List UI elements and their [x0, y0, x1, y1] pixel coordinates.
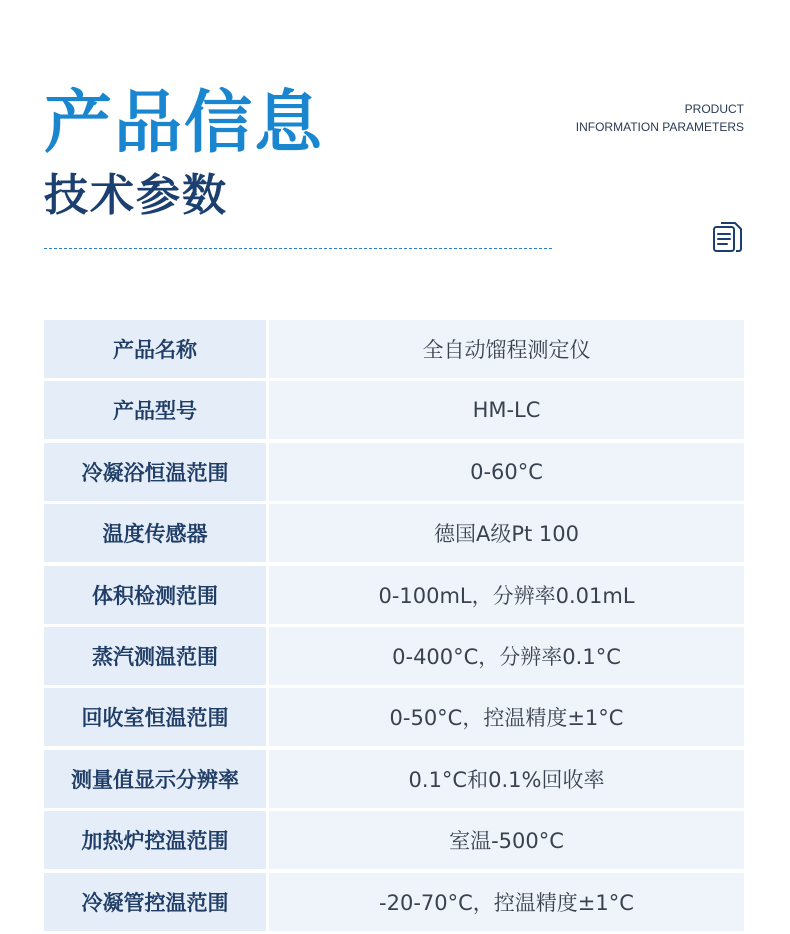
spec-label: 体积检测范围	[44, 566, 266, 624]
spec-value: -20-70°C，控温精度±1°C	[269, 873, 744, 931]
english-caption-line2: INFORMATION PARAMETERS	[575, 120, 744, 134]
spec-label: 回收室恒温范围	[44, 688, 266, 746]
spec-row	[44, 443, 744, 501]
spec-label: 蒸汽测温范围	[44, 627, 266, 685]
spec-value: 室温-500°C	[269, 811, 744, 869]
page-title: 产品信息	[44, 84, 325, 163]
spec-row	[44, 873, 744, 931]
english-caption-line1: PRODUCT	[684, 102, 744, 116]
spec-label: 温度传感器	[44, 504, 266, 562]
spec-row	[44, 504, 744, 562]
spec-label: 产品名称	[44, 320, 266, 378]
spec-row	[44, 750, 744, 808]
spec-row	[44, 320, 744, 378]
english-caption	[576, 100, 744, 136]
spec-row	[44, 627, 744, 685]
spec-row	[44, 381, 744, 439]
spec-label: 加热炉控温范围	[44, 811, 266, 869]
spec-value: 0-400°C，分辨率0.1°C	[269, 627, 744, 685]
spec-table	[44, 320, 744, 934]
spec-label: 冷凝浴恒温范围	[44, 443, 266, 501]
spec-value: 0-100mL，分辨率0.01mL	[269, 566, 744, 624]
page-subtitle: 技术参数	[44, 170, 228, 221]
spec-row	[44, 566, 744, 624]
spec-value: 0.1°C和0.1%回收率	[269, 750, 744, 808]
spec-value: 0-60°C	[269, 443, 744, 501]
spec-label: 测量值显示分辨率	[44, 750, 266, 808]
spec-value: HM-LC	[269, 381, 744, 439]
document-icon	[710, 218, 746, 254]
spec-value: 德国A级Pt 100	[269, 504, 744, 562]
spec-value: 0-50°C，控温精度±1°C	[269, 688, 744, 746]
spec-row	[44, 688, 744, 746]
spec-row	[44, 811, 744, 869]
header-divider	[44, 248, 552, 249]
spec-label: 产品型号	[44, 381, 266, 439]
spec-label: 冷凝管控温范围	[44, 873, 266, 931]
spec-value: 全自动馏程测定仪	[269, 320, 744, 378]
